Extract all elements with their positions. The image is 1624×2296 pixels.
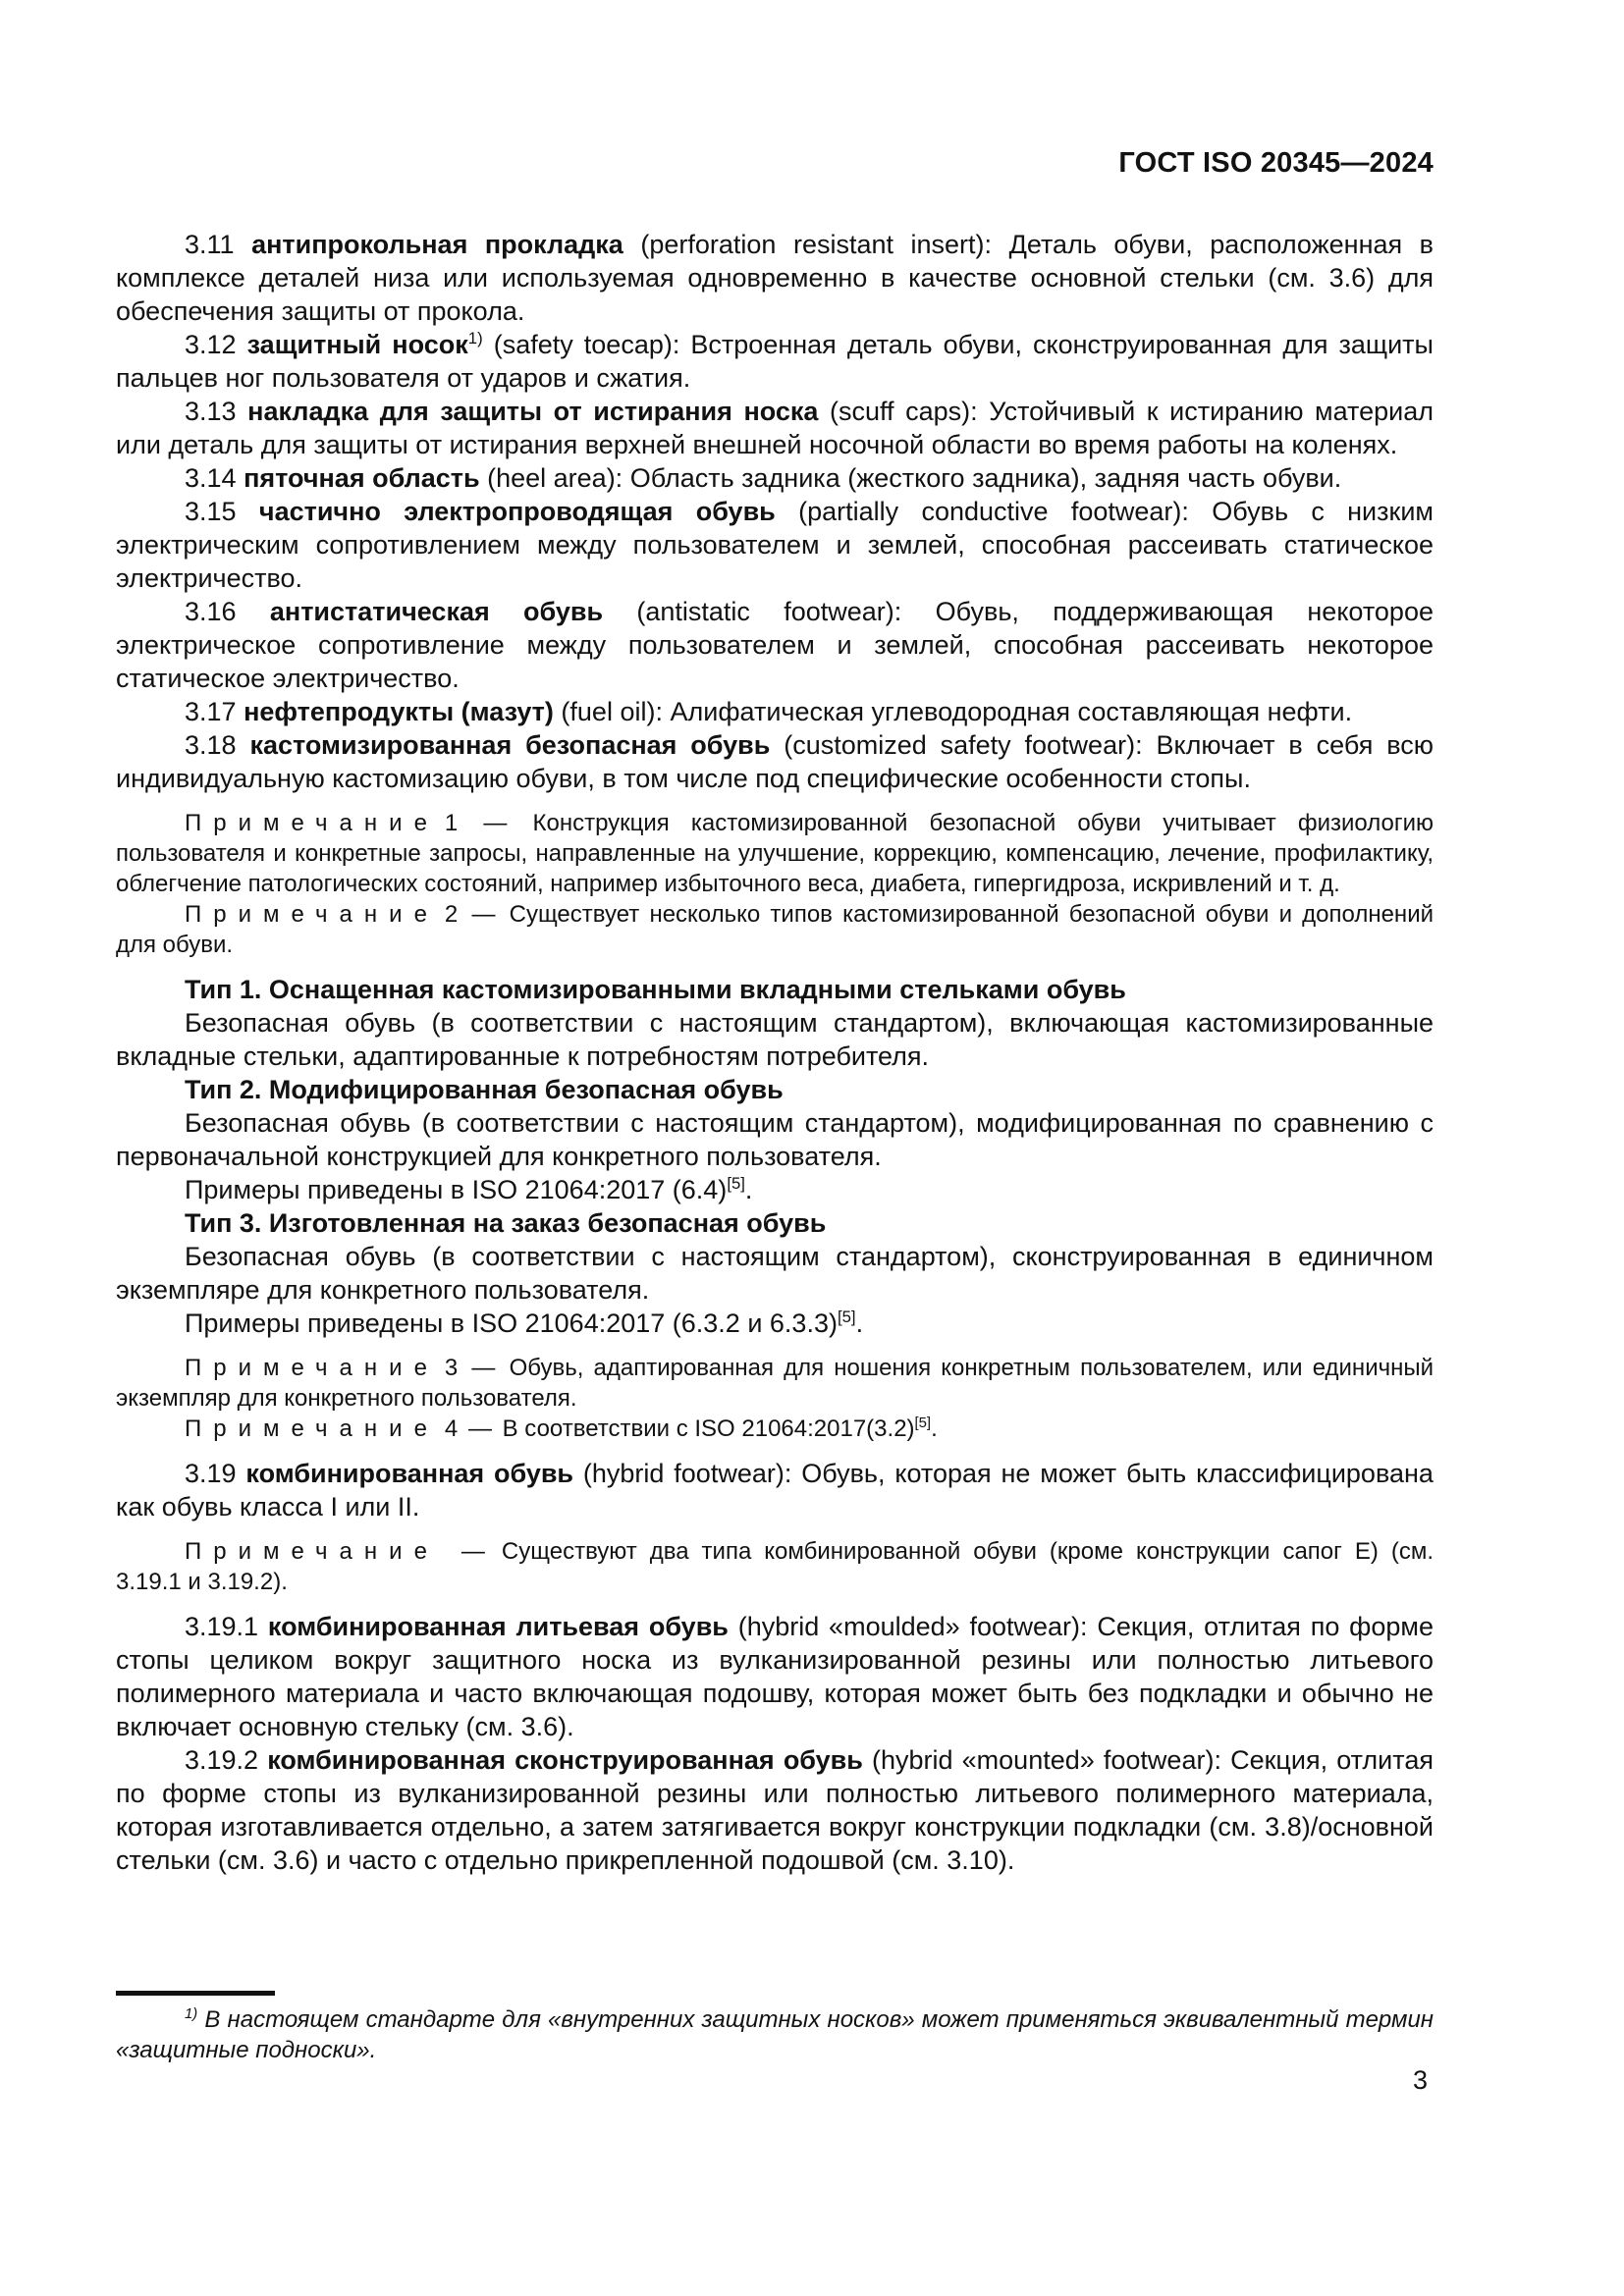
document-header-title: ГОСТ ISO 20345—2024 [1118, 147, 1434, 179]
term-definition: Обувь с низким электрическим сопротивлением между пользователем и землей, способная рассеивать статическое электричество. [116, 497, 1434, 593]
examples-text: Примеры приведены в ISO 21064:2017 (6.4) [185, 1175, 728, 1204]
term-english: (scuff caps): [830, 397, 978, 426]
term-number: 3.11 [185, 230, 235, 259]
type3-body [116, 1240, 1434, 1307]
note-label: Примечание [185, 1355, 439, 1381]
term-name: антистатическая обувь [269, 597, 604, 626]
note-number: 3 [444, 1355, 459, 1381]
page-number: 3 [1412, 2065, 1428, 2095]
type-heading-text: Тип 3. Изготовленная на заказ безопасная обувь [185, 1208, 827, 1238]
note-period: . [931, 1415, 938, 1442]
term-name: комбинированная обувь [245, 1459, 574, 1488]
note-text: Конструкция кастомизированной безопасной обуви учитывает физиологию пользователя и конкретные запросы, направленные на улучшение, коррекцию, компенсацию, лечение, профилактику, облегчение патологических состояний, например избыточного веса, диабета, гипергидроза, искривлений и т. д. [116, 810, 1435, 897]
term-english: (hybrid footwear): [582, 1459, 792, 1488]
term-number: 3.17 [185, 697, 237, 726]
note-dash: — [467, 1415, 492, 1442]
note-4 [116, 1414, 1434, 1444]
note-1 [116, 808, 1434, 899]
notes-group-made-to-order [116, 1353, 1434, 1444]
type2-heading [116, 1073, 1434, 1106]
footnote [116, 1991, 1434, 2065]
type-body-text: Безопасная обувь (в соответствии с настоящим стандартом), сконструированная в единичном экземпляре для конкретного пользователя. [116, 1242, 1434, 1305]
notes-group-hybrid [116, 1536, 1434, 1597]
type3-examples [116, 1307, 1434, 1340]
bibliography-reference: [5] [837, 1308, 856, 1326]
term-definition: Деталь обуви, расположенная в комплексе деталей низа или используемая одновременно в качестве основной стельки (см. 3.6) для обеспечения защиты от прокола. [116, 230, 1434, 326]
term-name: защитный носок [246, 330, 468, 359]
note-dash: — [471, 901, 496, 928]
type-heading-text: Тип 1. Оснащенная кастомизированными вкладными стельками обувь [185, 975, 1126, 1004]
note-label: Примечание [185, 901, 439, 928]
term-definition: Область задника (жесткого задника), задняя часть обуви. [629, 463, 1342, 493]
term-paragraph-3-18 [116, 728, 1434, 795]
term-paragraph-3-15 [116, 495, 1434, 595]
footnote-reference: 1) [467, 329, 483, 347]
type-heading-text: Тип 2. Модифицированная безопасная обувь [185, 1075, 784, 1104]
term-paragraph-3-11 [116, 228, 1434, 328]
term-paragraph-3-14 [116, 461, 1434, 495]
term-number: 3.19.2 [185, 1745, 259, 1775]
term-paragraph-3-19-1 [116, 1610, 1434, 1743]
term-number: 3.14 [185, 463, 237, 493]
type2-examples [116, 1173, 1434, 1206]
note-text: В соответствии с ISO 21064:2017(3.2) [502, 1415, 915, 1442]
term-english: (hybrid «mounted» footwear): [871, 1745, 1221, 1775]
term-paragraph-3-19-2 [116, 1743, 1434, 1877]
term-number: 3.19.1 [185, 1612, 259, 1641]
note-label: Примечание [185, 1538, 439, 1565]
term-name: нефтепродукты (мазут) [244, 697, 554, 726]
term-paragraph-3-16 [116, 595, 1434, 695]
term-definition: Обувь, которая не может быть классифицирована как обувь класса I или II. [116, 1459, 1434, 1522]
note-number: 4 [444, 1415, 459, 1442]
note-hybrid [116, 1536, 1434, 1597]
term-english: (heel area): [487, 463, 623, 493]
term-name: накладка для защиты от истирания носка [247, 397, 819, 426]
notes-group-customized [116, 808, 1434, 960]
examples-text: Примеры приведены в ISO 21064:2017 (6.3.2 и 6.3.3) [185, 1308, 838, 1338]
term-number: 3.18 [185, 730, 237, 760]
note-label: Примечание [185, 1415, 439, 1442]
note-label: Примечание [185, 810, 439, 836]
note-3 [116, 1353, 1434, 1414]
footnote-text-paragraph [116, 2004, 1434, 2065]
note-text: Существует несколько типов кастомизированной безопасной обуви и дополнений для обуви. [116, 901, 1434, 958]
term-name: антипрокольная прокладка [251, 230, 623, 259]
term-name: кастомизированная безопасная обувь [249, 730, 771, 760]
term-number: 3.15 [185, 497, 237, 526]
term-english: (safety toecap): [493, 330, 680, 359]
type2-body [116, 1106, 1434, 1173]
note-text: Обувь, адаптированная для ношения конкретным пользователем, или единичный экземпляр для конкретного пользователя. [116, 1355, 1435, 1412]
footnote-rule [116, 1991, 275, 1996]
term-paragraph-3-17 [116, 695, 1434, 728]
term-english: (perforation resistant insert): [640, 230, 993, 259]
type1-body [116, 1006, 1434, 1073]
type1-heading [116, 973, 1434, 1006]
term-number: 3.19 [185, 1459, 237, 1488]
term-name: пяточная область [244, 463, 480, 493]
note-number: 1 [444, 810, 459, 836]
term-english: (fuel oil): [561, 697, 663, 726]
term-number: 3.13 [185, 397, 237, 426]
term-english: (partially conductive footwear): [798, 497, 1189, 526]
term-definition: Устойчивый к истиранию материал или деталь для защиты от истирания верхней внешней носочной области во время работы на коленях. [116, 397, 1434, 459]
term-name: комбинированная сконструированная обувь [267, 1745, 863, 1775]
note-number: 2 [444, 901, 459, 928]
term-definition: Секция, отлитая по форме стопы из вулканизированной резины или полностью литьевого полимерного материала, которая изготавливается отдельно, а затем затягивается вокруг конструкции подкладки (см. 3.8)/основной стельки (см. 3.6) и часто с отдельно прикрепленной подошвой (см. 3.10). [116, 1745, 1434, 1875]
note-text: Существуют два типа комбинированной обуви (кроме конструкции сапог Е) (см. 3.19.1 и 3.19.2). [116, 1538, 1435, 1595]
note-2 [116, 899, 1434, 960]
document-body [116, 228, 1434, 1877]
footnote-marker: 1) [185, 2006, 198, 2022]
term-english: (customized safety footwear): [784, 730, 1143, 760]
term-english: (hybrid «moulded» footwear): [737, 1612, 1088, 1641]
term-number: 3.16 [185, 597, 237, 626]
term-paragraph-3-13 [116, 395, 1434, 461]
footnote-text: В настоящем стандарте для «внутренних защитных носков» может применяться эквивалентный термин «защитные подноски». [116, 2006, 1435, 2063]
term-definition: Встроенная деталь обуви, сконструированная для защиты пальцев ног пользователя от ударов и сжатия. [116, 330, 1434, 393]
bibliography-reference: [5] [914, 1415, 932, 1431]
note-dash: — [483, 810, 508, 836]
bibliography-reference: [5] [727, 1174, 745, 1193]
term-definition: Включает в себя всю индивидуальную кастомизацию обуви, в том числе под специфические особенности стопы. [116, 730, 1434, 793]
term-name: частично электропроводящая обувь [258, 497, 776, 526]
type-body-text: Безопасная обувь (в соответствии с настоящим стандартом), включающая кастомизированные вкладные стельки, адаптированные к потребностям потребителя. [116, 1008, 1434, 1071]
note-dash: — [471, 1355, 496, 1381]
examples-period: . [744, 1175, 753, 1204]
term-definition: Алифатическая углеводородная составляющая нефти. [670, 697, 1353, 726]
type-body-text: Безопасная обувь (в соответствии с настоящим стандартом), модифицированная по сравнению с первоначальной конструкцией для конкретного пользователя. [116, 1108, 1434, 1171]
term-paragraph-3-12 [116, 328, 1434, 395]
term-definition: Обувь, поддерживающая некоторое электрическое сопротивление между пользователем и землей, способная рассеивать некоторое статическое электричество. [116, 597, 1434, 693]
term-number: 3.12 [185, 330, 237, 359]
examples-period: . [855, 1308, 864, 1338]
type3-heading [116, 1206, 1434, 1240]
term-english: (antistatic footwear): [636, 597, 902, 626]
term-name: комбинированная литьевая обувь [267, 1612, 729, 1641]
term-definition: Секция, отлитая по форме стопы целиком вокруг защитного носка из вулканизированной резины или полностью литьевого полимерного материала и часто включающая подошву, которая может быть без подкладки и обычно не включает основную стельку (см. 3.6). [116, 1612, 1434, 1741]
term-paragraph-3-19 [116, 1457, 1434, 1523]
note-dash: — [460, 1538, 485, 1565]
